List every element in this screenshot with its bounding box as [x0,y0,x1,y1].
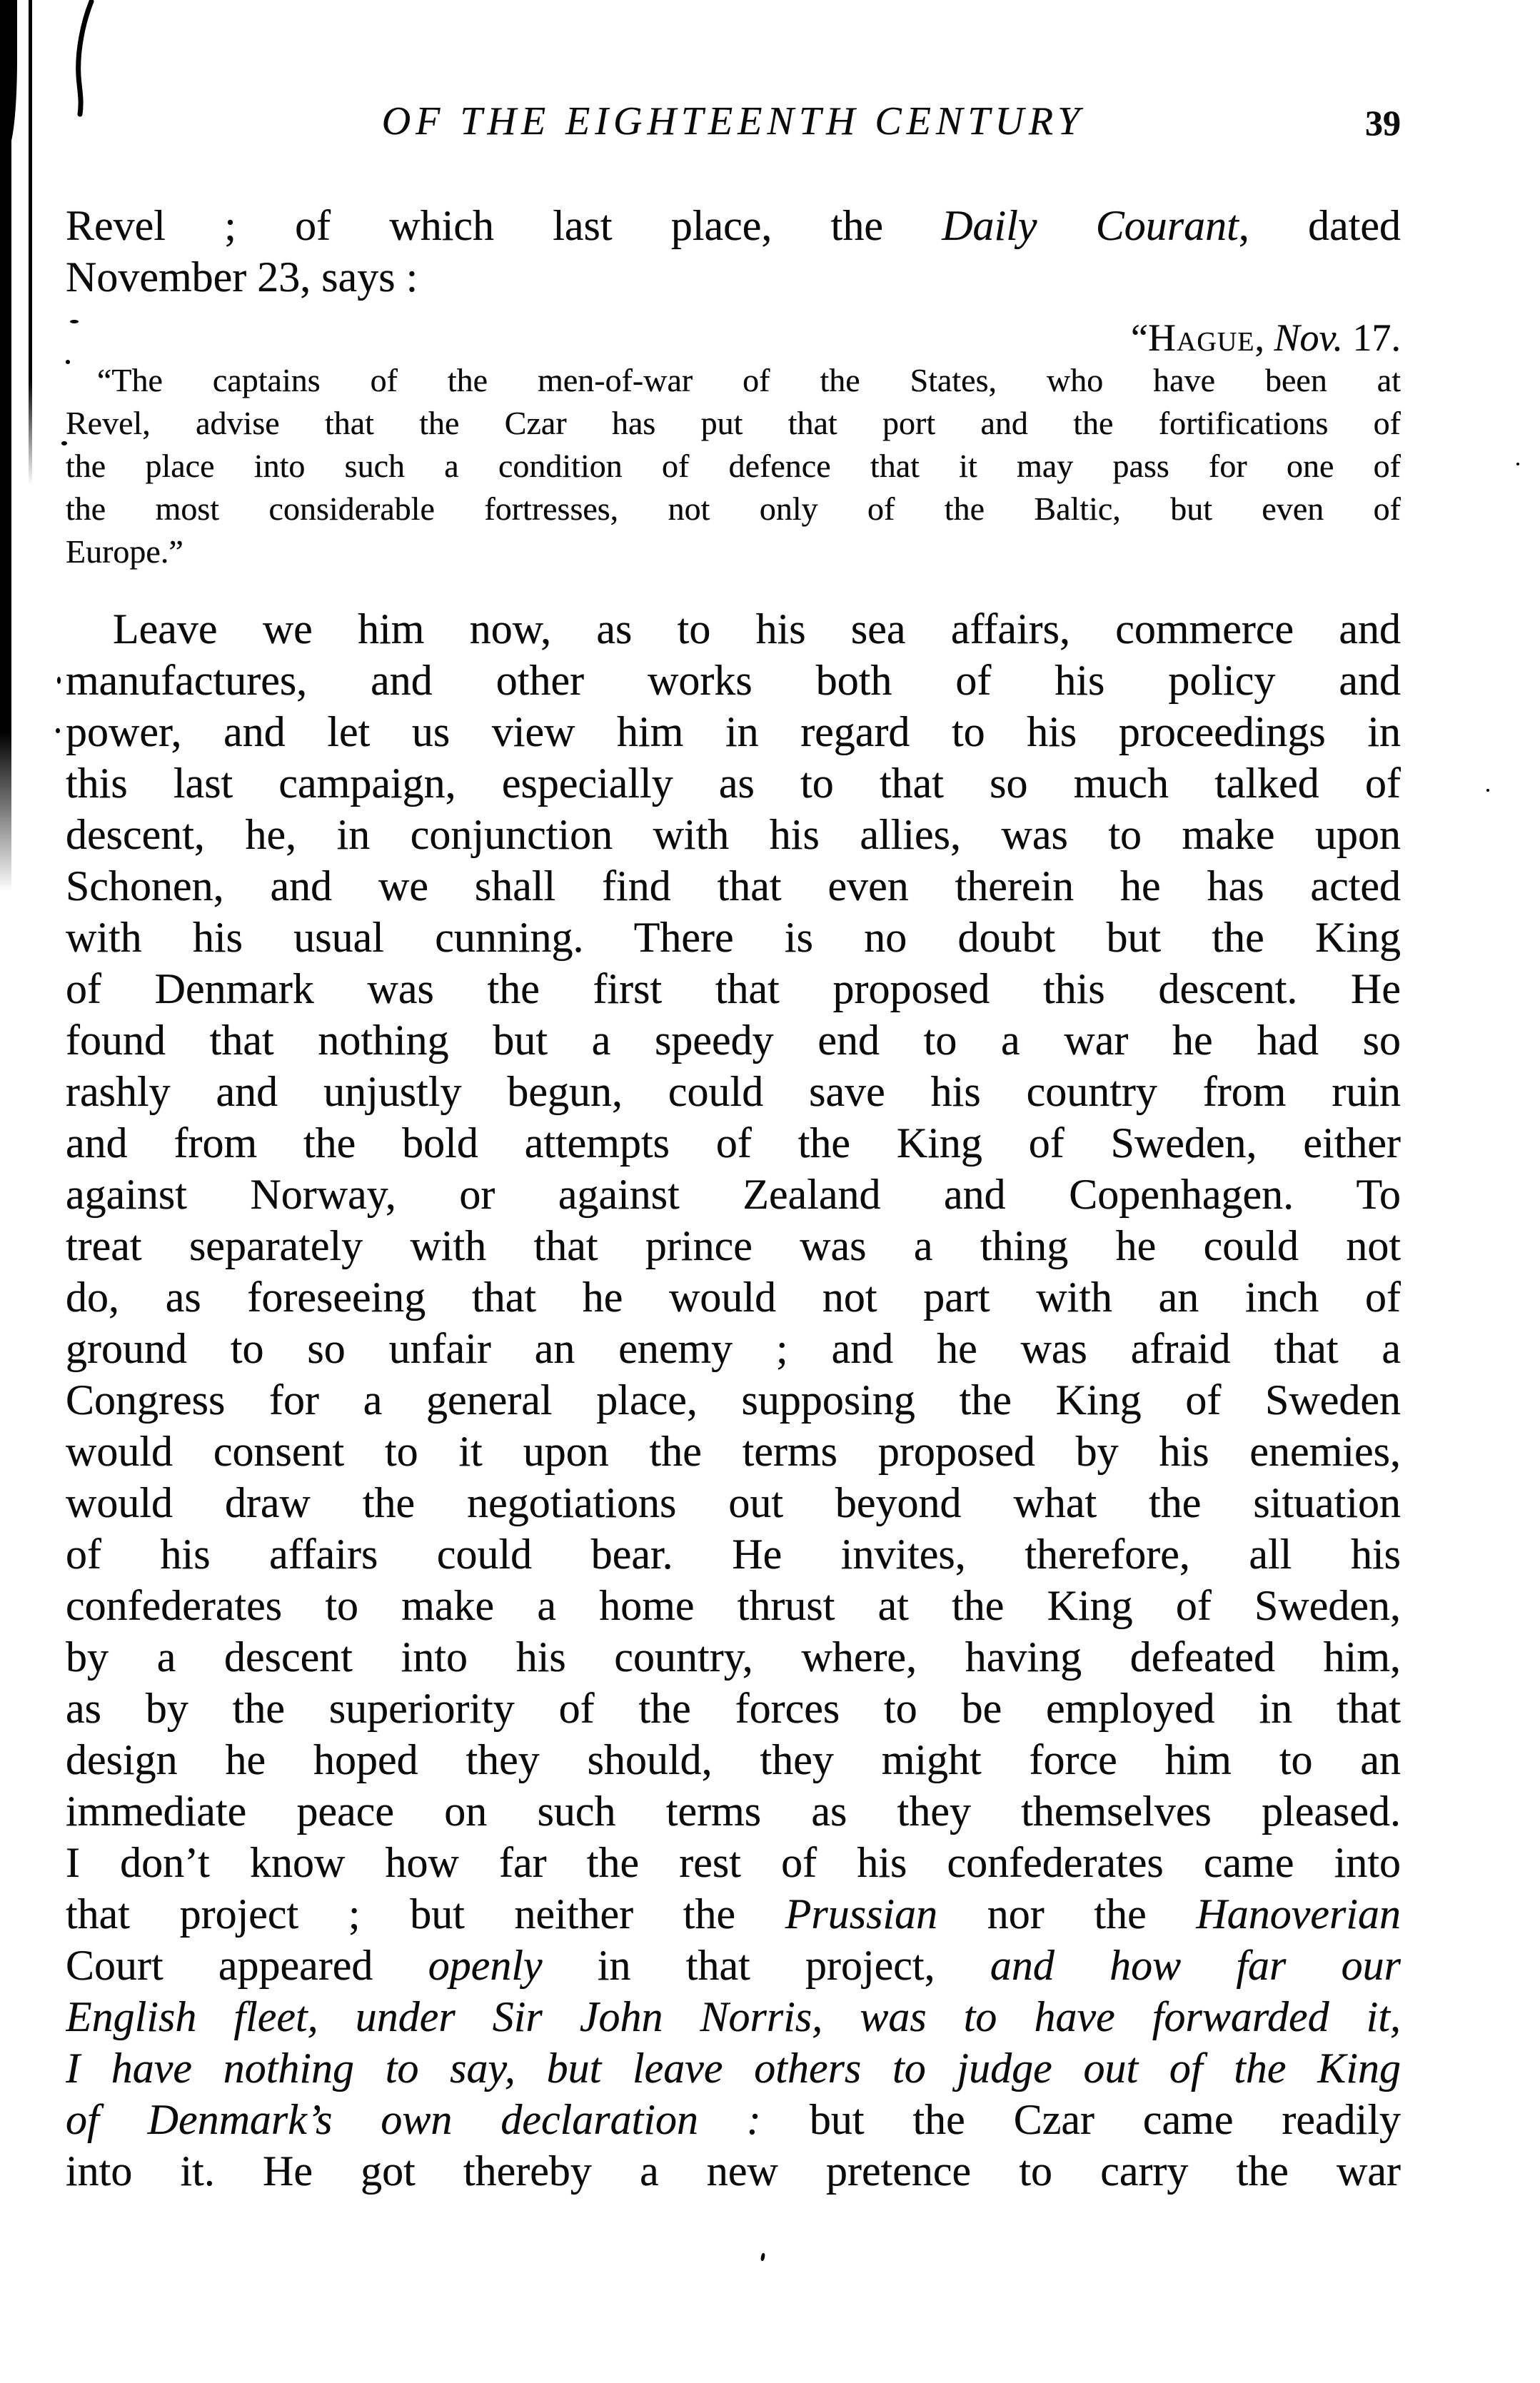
text-segment: in that project, [542,1942,990,1989]
scan-speck [760,2253,765,2262]
text-segment: , dated [1238,202,1401,249]
text-segment: immediate peace on such terms as they themselves pleased. [66,1788,1401,1835]
text-line [66,757,1401,809]
text-segment: Revel, advise that the Czar has put that port and the fortifications of [66,405,1401,441]
text-line [66,1888,1401,1940]
text-segment: with his usual cunning. There is no doubt but the King [66,914,1401,961]
text-segment: would draw the negotiations out beyond what the situation [66,1479,1401,1526]
text-line [66,316,1401,359]
text-segment: into it. He got thereby a new pretence to carry the war [66,2147,1401,2195]
text-line [66,1785,1401,1837]
text-segment: “ [1131,316,1148,359]
text-segment: “The captains of the men-of-war of the States, who have been at [97,362,1401,398]
text-segment: Leave we him now, as to his sea affairs, commerce and [113,605,1401,653]
text-line [66,963,1401,1014]
text-line [66,2094,1401,2145]
text-line [66,2145,1401,2197]
text-segment: 17. [1343,316,1401,359]
text-line [66,359,1401,402]
text-segment: English fleet, under Sir John Norris, was to have forwarded it, [66,1993,1401,2040]
scan-speck [1516,463,1519,465]
text-line [66,445,1401,488]
text-segment: this last campaign, especially as to that so much talked of [66,760,1401,807]
text-line [66,251,1401,303]
text-segment: do, as foreseeing that he would not part with an inch of [66,1274,1401,1321]
scan-speck [57,677,61,684]
text-segment: treat separately with that prince was a thing he could not [66,1222,1401,1269]
scan-gutter-bar-top [0,0,17,150]
text-segment: that project ; but neither the [66,1890,785,1938]
text-segment: Hague [1147,316,1255,359]
text-segment: openly [428,1942,543,1989]
scan-gutter-line [29,0,32,485]
text-line [66,1837,1401,1888]
text-segment: I have nothing to say, but leave others to judge out of the King [66,2045,1401,2092]
text-line [66,1271,1401,1323]
text-line [66,860,1401,912]
text-segment: Schonen, and we shall find that even therein he has acted [66,862,1401,910]
page-header [66,99,1401,144]
text-segment: Revel ; of which last place, the [66,202,942,249]
text-segment: the place into such a condition of defence that it may pass for one of [66,448,1401,484]
text-line [66,603,1401,655]
scan-speck [1486,789,1489,792]
text-line [66,1169,1401,1220]
text-line [66,1631,1401,1683]
text-segment: power, and let us view him in regard to his proceedings in [66,708,1401,755]
quote-dateline [66,316,1401,359]
text-line [66,655,1401,706]
text-line [66,1991,1401,2042]
quote-body [66,359,1401,573]
text-line [66,1477,1401,1528]
text-line [66,1066,1401,1117]
text-segment: manufactures, and other works both of his policy and [66,657,1401,704]
para-main [66,603,1401,2197]
text-line [66,1220,1401,1271]
text-line [66,488,1401,530]
text-segment: and how far our [990,1942,1401,1989]
para-intro [66,200,1401,303]
page-body [66,200,1401,2197]
text-segment: ground to so unfair an enemy ; and he was afraid that a [66,1325,1401,1372]
text-line [66,809,1401,860]
text-segment: by a descent into his country, where, having defeated him, [66,1633,1401,1681]
text-line [66,1117,1401,1169]
page-number: 39 [1365,103,1401,143]
text-segment: against Norway, or against Zealand and Copenhagen. To [66,1171,1401,1218]
text-segment: , [1254,316,1274,359]
text-line [66,1014,1401,1066]
text-segment: Daily Courant [942,202,1239,249]
text-line [66,1580,1401,1631]
text-line [66,706,1401,757]
text-segment: and from the bold attempts of the King of Sweden, either [66,1119,1401,1167]
text-line [66,912,1401,963]
text-segment: I don’t know how far the rest of his confederates came into [66,1839,1401,1886]
text-segment: found that nothing but a speedy end to a war he had so [66,1017,1401,1064]
text-segment: of his affairs could bear. He invites, therefore, all his [66,1531,1401,1578]
text-segment: Prussian [785,1890,938,1938]
text-line [66,1323,1401,1374]
scan-speck [56,728,60,733]
text-segment: descent, he, in conjunction with his allies, was to make upon [66,811,1401,858]
text-segment: confederates to make a home thrust at the King of Sweden, [66,1582,1401,1629]
text-line [66,1374,1401,1426]
text-line [66,2042,1401,2094]
text-line [66,1940,1401,1991]
text-block [66,99,1401,2197]
text-line [66,1734,1401,1785]
text-segment: Europe.” [66,533,183,570]
text-segment: the most considerable fortresses, not only of the Baltic, but even of [66,490,1401,527]
text-segment: November 23, says : [66,253,418,301]
running-head: OF THE EIGHTEENTH CENTURY [381,99,1085,143]
text-segment: design he hoped they should, they might force him to an [66,1736,1401,1783]
text-line [66,1528,1401,1580]
text-segment: Hanoverian [1196,1890,1401,1938]
text-segment: of Denmark was the first that proposed this descent. He [66,965,1401,1012]
text-segment: as by the superiority of the forces to be employed in that [66,1685,1401,1732]
text-segment: Court appeared [66,1942,428,1989]
text-line [66,200,1401,251]
text-line [66,402,1401,445]
text-line [66,530,1401,573]
text-segment: rashly and unjustly begun, could save his country from ruin [66,1068,1401,1115]
text-segment: Congress for a general place, supposing the King of Sweden [66,1376,1401,1424]
text-segment: nor the [937,1890,1197,1938]
text-line [66,1426,1401,1477]
text-segment: of Denmark’s own declaration : [66,2096,761,2143]
text-segment: but the Czar came readily [760,2096,1401,2143]
text-segment: would consent to it upon the terms proposed by his enemies, [66,1428,1401,1475]
text-line [66,1683,1401,1734]
text-segment: Nov. [1274,316,1343,359]
